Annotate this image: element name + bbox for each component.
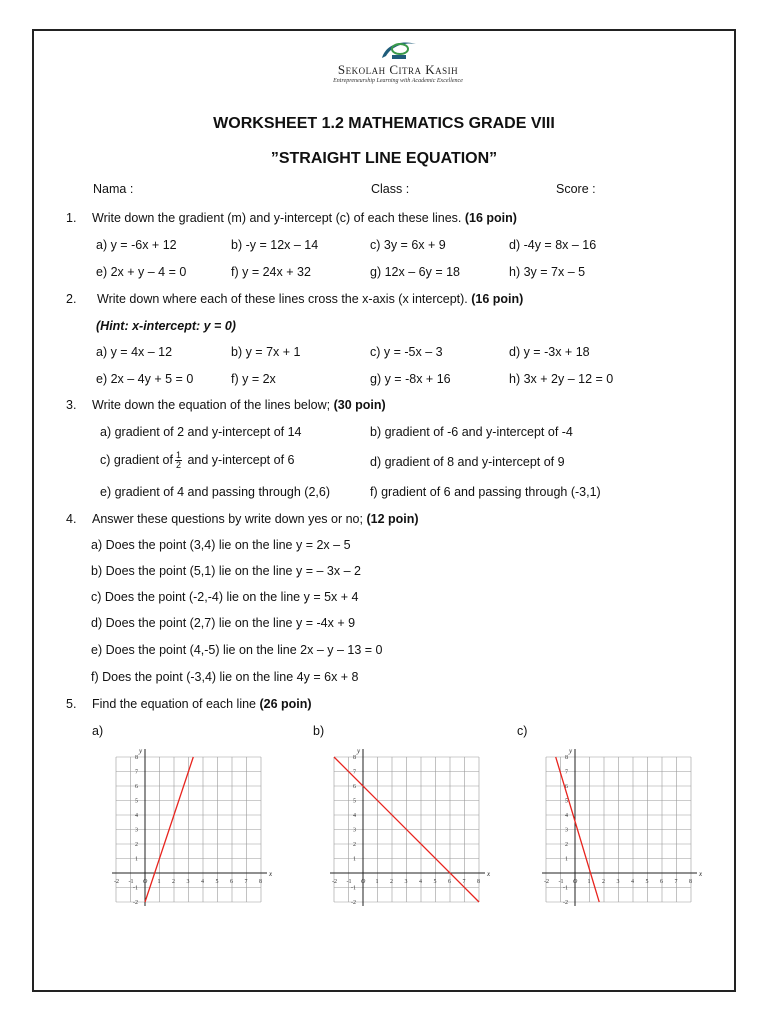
q2-item-b: b) y = 7x + 1 bbox=[231, 345, 301, 359]
q5-text: Find the equation of each line bbox=[92, 697, 257, 711]
school-name: Sekolah Citra Kasih bbox=[337, 62, 459, 77]
q3-number: 3. bbox=[66, 398, 77, 412]
q3-item-d: d) gradient of 8 and y-intercept of 9 bbox=[370, 455, 565, 469]
y-tick-label: 3 bbox=[565, 827, 568, 834]
y-tick-label: 1 bbox=[565, 856, 568, 863]
q2-item-a: a) y = 4x – 12 bbox=[96, 345, 173, 359]
q4-item-c: c) Does the point (-2,-4) lie on the line y = 5x + 4 bbox=[91, 590, 359, 604]
x-tick-label: 5 bbox=[433, 879, 437, 885]
graph-a bbox=[100, 745, 280, 913]
q4-item-b: b) Does the point (5,1) lie on the line y = – 3x – 2 bbox=[91, 564, 361, 578]
q3-item-f: f) gradient of 6 and passing through (-3,1) bbox=[370, 485, 601, 499]
q1-item-e: e) 2x + y – 4 = 0 bbox=[96, 265, 187, 279]
y-tick-label: 4 bbox=[565, 813, 568, 819]
x-tick-label: 3 bbox=[616, 879, 620, 885]
q5-points: (26 poin) bbox=[259, 697, 312, 711]
q4-item-a: a) Does the point (3,4) lie on the line y = 2x – 5 bbox=[91, 538, 351, 552]
q5-prompt bbox=[92, 697, 312, 711]
x-tick-label: 1 bbox=[157, 879, 161, 885]
y-axis-label: y bbox=[139, 747, 143, 755]
worksheet-subtitle: ”STRAIGHT LINE EQUATION” bbox=[270, 150, 498, 167]
y-tick-label: 6 bbox=[135, 784, 138, 790]
y-tick-label: 2 bbox=[565, 842, 568, 848]
q4-item-d: d) Does the point (2,7) lie on the line y = -4x + 9 bbox=[91, 616, 356, 630]
x-tick-label: 4 bbox=[419, 879, 422, 885]
q2-item-f: f) y = 2x bbox=[231, 372, 276, 386]
q2-item-g: g) y = -8x + 16 bbox=[370, 372, 451, 386]
q4-prompt bbox=[92, 512, 419, 526]
y-tick-label: 6 bbox=[565, 784, 568, 790]
x-tick-label: 6 bbox=[448, 879, 451, 885]
q3-item-b: b) gradient of -6 and y-intercept of -4 bbox=[370, 425, 573, 439]
x-tick-label: -1 bbox=[128, 879, 134, 885]
q3-c-prefix: c) gradient of bbox=[100, 452, 173, 467]
x-axis-label: x bbox=[269, 870, 273, 878]
q4-item-f: f) Does the point (-3,4) lie on the line 4y = 6x + 8 bbox=[91, 670, 359, 684]
worksheet-title: WORKSHEET 1.2 MATHEMATICS GRADE VIII bbox=[213, 115, 555, 132]
q4-text: Answer these questions by write down yes or no; bbox=[92, 512, 363, 526]
y-tick-label: 7 bbox=[353, 769, 356, 776]
x-tick-label: -2 bbox=[544, 879, 549, 885]
one-half-fraction bbox=[175, 451, 182, 470]
class-label: Class : bbox=[371, 182, 410, 196]
x-tick-label: 5 bbox=[215, 879, 219, 885]
x-tick-label: 6 bbox=[660, 879, 663, 885]
x-tick-label: O bbox=[361, 879, 366, 885]
x-tick-label: -2 bbox=[114, 879, 119, 885]
y-axis-label: y bbox=[569, 747, 573, 755]
graph-c-label: c) bbox=[517, 724, 528, 738]
y-tick-label: 1 bbox=[135, 856, 138, 863]
q2-prompt bbox=[97, 292, 523, 306]
x-tick-label: 8 bbox=[689, 879, 692, 885]
y-tick-label: -1 bbox=[133, 885, 138, 892]
x-tick-label: O bbox=[143, 879, 148, 885]
q1-text: Write down the gradient (m) and y-intercept (c) of each these lines. bbox=[92, 211, 462, 225]
x-tick-label: 2 bbox=[172, 879, 175, 885]
x-tick-label: 7 bbox=[674, 879, 678, 885]
y-axis-label: y bbox=[357, 747, 361, 755]
y-tick-label: 6 bbox=[353, 784, 356, 790]
x-tick-label: 7 bbox=[244, 879, 248, 885]
swoosh-logo-icon bbox=[376, 38, 420, 62]
y-tick-label: -2 bbox=[133, 900, 138, 906]
x-tick-label: 1 bbox=[375, 879, 379, 885]
graph-c bbox=[530, 745, 710, 913]
q5-number: 5. bbox=[66, 697, 77, 711]
q4-points: (12 poin) bbox=[366, 512, 419, 526]
y-tick-label: 8 bbox=[135, 755, 138, 761]
y-tick-label: 4 bbox=[353, 813, 356, 819]
x-tick-label: 4 bbox=[201, 879, 204, 885]
x-tick-label: 4 bbox=[631, 879, 634, 885]
y-tick-label: 2 bbox=[353, 842, 356, 848]
y-tick-label: -1 bbox=[351, 885, 356, 892]
y-tick-label: 8 bbox=[353, 755, 356, 761]
school-logo bbox=[318, 38, 478, 88]
q3-prompt bbox=[92, 398, 386, 412]
q1-item-h: h) 3y = 7x – 5 bbox=[509, 265, 586, 279]
q3-c-suffix: and y-intercept of 6 bbox=[187, 452, 295, 467]
q4-item-e: e) Does the point (4,-5) lie on the line 2x – y – 13 = 0 bbox=[91, 643, 383, 657]
fraction-denominator: 2 bbox=[175, 460, 181, 470]
y-tick-label: 7 bbox=[135, 769, 138, 776]
q3-item-a: a) gradient of 2 and y-intercept of 14 bbox=[100, 425, 302, 439]
y-tick-label: 3 bbox=[135, 827, 138, 834]
y-tick-label: 2 bbox=[135, 842, 138, 848]
q2-item-c: c) y = -5x – 3 bbox=[370, 345, 443, 359]
y-tick-label: 5 bbox=[135, 798, 138, 805]
q1-points: (16 poin) bbox=[464, 211, 517, 225]
score-label: Score : bbox=[556, 182, 596, 196]
x-axis-label: x bbox=[699, 870, 703, 878]
x-tick-label: -2 bbox=[332, 879, 337, 885]
x-tick-label: 2 bbox=[390, 879, 393, 885]
q3-points: (30 poin) bbox=[333, 398, 386, 412]
q1-item-f: f) y = 24x + 32 bbox=[231, 265, 311, 279]
graph-b bbox=[318, 745, 498, 913]
q2-text: Write down where each of these lines cross the x-axis (x intercept). bbox=[97, 292, 468, 306]
y-tick-label: -1 bbox=[563, 885, 568, 892]
x-axis-label: x bbox=[487, 870, 491, 878]
q1-item-a: a) y = -6x + 12 bbox=[96, 238, 177, 252]
x-tick-label: 3 bbox=[186, 879, 190, 885]
y-tick-label: 1 bbox=[353, 856, 356, 863]
fraction-numerator: 1 bbox=[175, 450, 181, 460]
q3-item-c bbox=[100, 451, 294, 470]
y-tick-label: 4 bbox=[135, 813, 138, 819]
x-tick-label: 8 bbox=[477, 879, 480, 885]
x-tick-label: 6 bbox=[230, 879, 233, 885]
y-tick-label: 7 bbox=[565, 769, 568, 776]
x-tick-label: O bbox=[573, 879, 578, 885]
q2-hint: (Hint: x-intercept: y = 0) bbox=[96, 319, 236, 333]
y-tick-label: 3 bbox=[353, 827, 356, 834]
y-tick-label: 8 bbox=[565, 755, 568, 761]
q4-number: 4. bbox=[66, 512, 77, 526]
graph-b-label: b) bbox=[313, 724, 325, 738]
name-label: Nama : bbox=[93, 182, 134, 196]
x-tick-label: 5 bbox=[645, 879, 649, 885]
q1-prompt bbox=[92, 211, 517, 225]
x-tick-label: 7 bbox=[462, 879, 466, 885]
x-tick-label: 1 bbox=[587, 879, 591, 885]
graph-a-label: a) bbox=[92, 724, 104, 738]
q3-text: Write down the equation of the lines below; bbox=[92, 398, 331, 412]
q1-number: 1. bbox=[66, 211, 77, 225]
q1-item-g: g) 12x – 6y = 18 bbox=[370, 265, 460, 279]
x-tick-label: 8 bbox=[259, 879, 262, 885]
q2-number: 2. bbox=[66, 292, 77, 306]
q2-item-h: h) 3x + 2y – 12 = 0 bbox=[509, 372, 614, 386]
y-tick-label: 5 bbox=[353, 798, 356, 805]
x-tick-label: -1 bbox=[346, 879, 352, 885]
y-tick-label: -2 bbox=[563, 900, 568, 906]
y-tick-label: -2 bbox=[351, 900, 356, 906]
q1-item-b: b) -y = 12x – 14 bbox=[231, 238, 319, 252]
x-tick-label: -1 bbox=[558, 879, 564, 885]
q2-item-d: d) y = -3x + 18 bbox=[509, 345, 590, 359]
y-tick-label: 5 bbox=[565, 798, 568, 805]
x-tick-label: 2 bbox=[602, 879, 605, 885]
school-tagline: Entrepreneurship Learning with Academic Excellence bbox=[333, 78, 463, 84]
q3-item-e: e) gradient of 4 and passing through (2,6) bbox=[100, 485, 331, 499]
q1-item-d: d) -4y = 8x – 16 bbox=[509, 238, 597, 252]
q1-item-c: c) 3y = 6x + 9 bbox=[370, 238, 446, 252]
q2-points: (16 poin) bbox=[471, 292, 524, 306]
q2-item-e: e) 2x – 4y + 5 = 0 bbox=[96, 372, 194, 386]
x-tick-label: 3 bbox=[404, 879, 408, 885]
